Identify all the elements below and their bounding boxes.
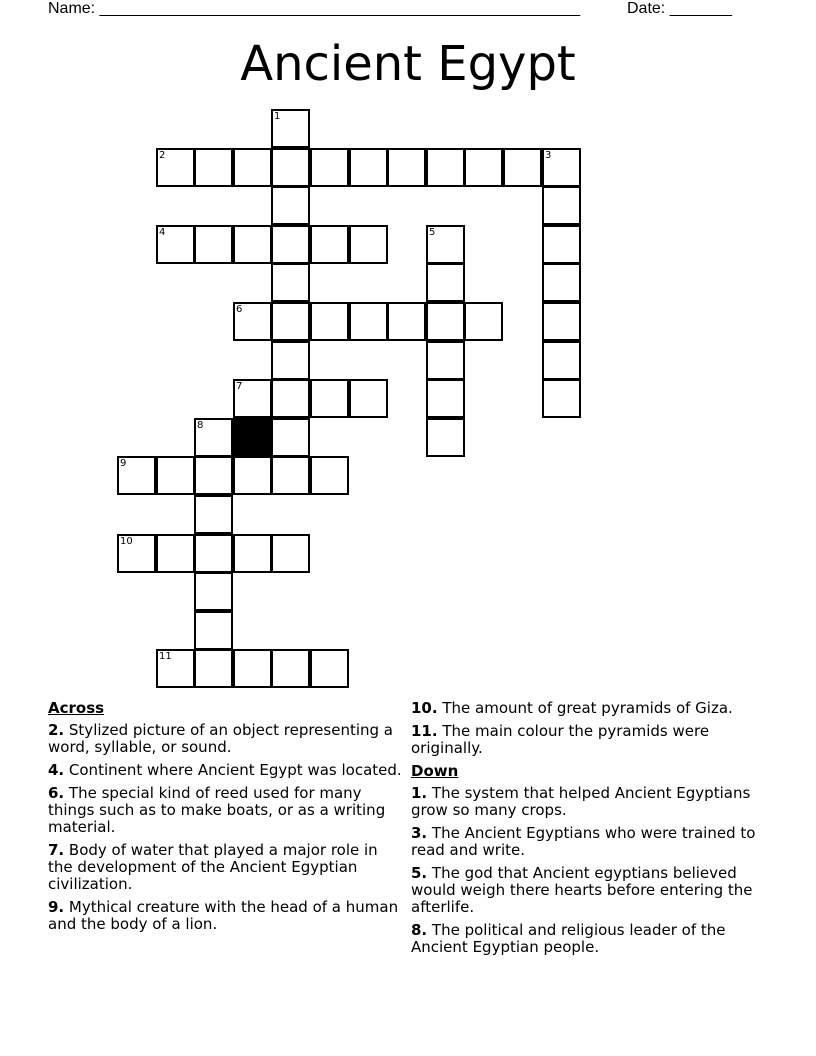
- crossword-cell[interactable]: [542, 186, 581, 225]
- crossword-cell[interactable]: [426, 302, 465, 341]
- crossword-cell[interactable]: [542, 302, 581, 341]
- crossword-cell[interactable]: [542, 379, 581, 418]
- clue-number: 10.: [411, 699, 438, 717]
- cell-number: 7: [236, 381, 243, 392]
- crossword-block: [233, 418, 272, 457]
- crossword-cell[interactable]: [426, 418, 465, 457]
- crossword-cell[interactable]: [194, 456, 233, 495]
- clue-item: [411, 922, 771, 956]
- crossword-cell[interactable]: [233, 302, 272, 341]
- crossword-cell[interactable]: [117, 456, 156, 495]
- cell-number: 5: [429, 227, 436, 238]
- crossword-cell[interactable]: [310, 379, 349, 418]
- crossword-cell[interactable]: [194, 148, 233, 187]
- clue-number: 7.: [48, 841, 65, 859]
- crossword-cell[interactable]: [271, 418, 310, 457]
- cell-number: 11: [159, 651, 172, 662]
- crossword-cell[interactable]: [310, 148, 349, 187]
- clue-number: 3.: [411, 824, 428, 842]
- crossword-cell[interactable]: [271, 148, 310, 187]
- crossword-cell[interactable]: [426, 263, 465, 302]
- clue-item: [48, 762, 403, 779]
- crossword-cell[interactable]: [426, 379, 465, 418]
- clue-text: The system that helped Ancient Egyptians grow so many crops.: [411, 784, 751, 819]
- name-field-label[interactable]: Name: ______________________________________________________: [48, 0, 581, 17]
- crossword-cell[interactable]: [542, 148, 581, 187]
- crossword-cell[interactable]: [349, 225, 388, 264]
- across-clue-list: [48, 722, 403, 933]
- crossword-cell[interactable]: [233, 148, 272, 187]
- crossword-cell[interactable]: [349, 148, 388, 187]
- crossword-cell[interactable]: [310, 302, 349, 341]
- crossword-cell[interactable]: [117, 534, 156, 573]
- clue-number: 5.: [411, 864, 428, 882]
- clue-text: The main colour the pyramids were originally.: [411, 722, 710, 757]
- crossword-cell[interactable]: [271, 341, 310, 380]
- clues-right-column: [411, 700, 771, 962]
- crossword-cell[interactable]: [503, 148, 542, 187]
- crossword-cell[interactable]: [194, 649, 233, 688]
- crossword-cell[interactable]: [310, 649, 349, 688]
- crossword-cell[interactable]: [156, 534, 195, 573]
- crossword-cell[interactable]: [194, 572, 233, 611]
- date-field-label[interactable]: Date: _______: [627, 0, 732, 17]
- crossword-cell[interactable]: [233, 649, 272, 688]
- cell-number: 6: [236, 304, 243, 315]
- clue-text: Body of water that played a major role in the development of the Ancient Egyptian civilization.: [48, 841, 378, 893]
- cell-number: 1: [274, 111, 281, 122]
- crossword-cell[interactable]: [156, 225, 195, 264]
- crossword-cell[interactable]: [271, 263, 310, 302]
- clue-item: [48, 842, 403, 893]
- clue-text: Continent where Ancient Egypt was located.: [64, 761, 402, 779]
- crossword-cell[interactable]: [156, 456, 195, 495]
- clue-item: [411, 723, 771, 757]
- crossword-cell[interactable]: [194, 495, 233, 534]
- across-clue-list-continued: [411, 700, 771, 757]
- crossword-cell[interactable]: [271, 456, 310, 495]
- down-heading: Down: [411, 762, 459, 780]
- down-clue-list: [411, 785, 771, 956]
- crossword-cell[interactable]: [233, 456, 272, 495]
- clue-number: 4.: [48, 761, 65, 779]
- crossword-cell[interactable]: [464, 148, 503, 187]
- crossword-cell[interactable]: [271, 109, 310, 148]
- crossword-cell[interactable]: [426, 148, 465, 187]
- crossword-cell[interactable]: [310, 225, 349, 264]
- crossword-cell[interactable]: [542, 341, 581, 380]
- clue-text: Stylized picture of an object representing a word, syllable, or sound.: [48, 721, 393, 756]
- crossword-cell[interactable]: [310, 456, 349, 495]
- crossword-cell[interactable]: [542, 263, 581, 302]
- crossword-cell[interactable]: [233, 534, 272, 573]
- crossword-cell[interactable]: [349, 302, 388, 341]
- clue-item: [411, 785, 771, 819]
- crossword-cell[interactable]: [349, 379, 388, 418]
- clue-item: [411, 825, 771, 859]
- clue-number: 9.: [48, 898, 65, 916]
- clue-text: The special kind of reed used for many things such as to make boats, or as a writing material.: [48, 784, 386, 836]
- clue-text: The Ancient Egyptians who were trained to read and write.: [411, 824, 756, 859]
- crossword-cell[interactable]: [194, 418, 233, 457]
- clue-item: [48, 785, 403, 836]
- crossword-cell[interactable]: [542, 225, 581, 264]
- crossword-cell[interactable]: [271, 186, 310, 225]
- crossword-cell[interactable]: [464, 302, 503, 341]
- clue-item: [48, 899, 403, 933]
- crossword-cell[interactable]: [426, 341, 465, 380]
- clue-number: 8.: [411, 921, 428, 939]
- crossword-cell[interactable]: [194, 611, 233, 650]
- clue-text: Mythical creature with the head of a human and the body of a lion.: [48, 898, 399, 933]
- clue-item: [411, 700, 771, 717]
- crossword-cell[interactable]: [387, 148, 426, 187]
- crossword-cell[interactable]: [194, 534, 233, 573]
- across-heading: Across: [48, 699, 105, 717]
- crossword-cell[interactable]: [387, 302, 426, 341]
- cell-number: 9: [120, 458, 127, 469]
- clue-item: [411, 865, 771, 916]
- clue-text: The amount of great pyramids of Giza.: [437, 699, 733, 717]
- crossword-cell[interactable]: [271, 379, 310, 418]
- crossword-cell[interactable]: [271, 302, 310, 341]
- crossword-cell[interactable]: [194, 225, 233, 264]
- crossword-cell[interactable]: [233, 225, 272, 264]
- cell-number: 2: [159, 150, 166, 161]
- crossword-cell[interactable]: [271, 534, 310, 573]
- page-title: Ancient Egypt: [240, 36, 576, 92]
- clue-item: [48, 722, 403, 756]
- clue-number: 6.: [48, 784, 65, 802]
- cell-number: 4: [159, 227, 166, 238]
- clue-number: 2.: [48, 721, 65, 739]
- crossword-cell[interactable]: [156, 649, 195, 688]
- clue-text: The god that Ancient egyptians believed would weigh there hearts before entering the afterlife.: [411, 864, 753, 916]
- crossword-cell[interactable]: [426, 225, 465, 264]
- cell-number: 3: [545, 150, 552, 161]
- clues-left-column: [48, 700, 403, 939]
- crossword-cell[interactable]: [156, 148, 195, 187]
- clue-number: 1.: [411, 784, 428, 802]
- cell-number: 10: [120, 536, 133, 547]
- crossword-cell[interactable]: [233, 379, 272, 418]
- clue-text: The political and religious leader of the Ancient Egyptian people.: [411, 921, 726, 956]
- crossword-cell[interactable]: [271, 225, 310, 264]
- crossword-cell[interactable]: [271, 649, 310, 688]
- clue-number: 11.: [411, 722, 438, 740]
- cell-number: 8: [197, 420, 204, 431]
